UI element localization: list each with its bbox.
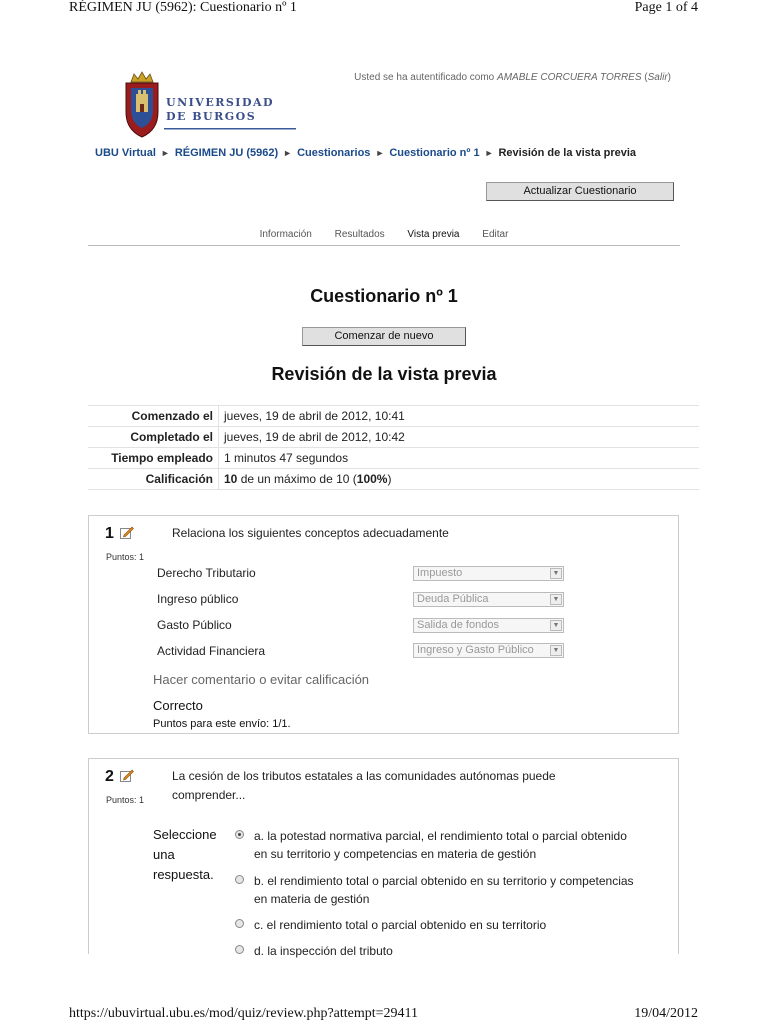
login-prefix: Usted se ha autentificado como <box>354 72 495 83</box>
table-row <box>88 427 699 448</box>
restart-button[interactable]: Comenzar de nuevo <box>302 327 466 346</box>
breadcrumb-ubu-virtual[interactable]: UBU Virtual <box>95 147 156 159</box>
svg-text:DE BURGOS: DE BURGOS <box>166 110 257 123</box>
answer-option-a[interactable] <box>235 827 635 863</box>
match-select-value: Deuda Pública <box>417 593 489 605</box>
question-points: Puntos: 1 <box>106 552 145 562</box>
option-label: c. el rendimiento total o parcial obtenido en su territorio <box>254 918 547 932</box>
summary-grade <box>219 469 700 490</box>
svg-text:UNIVERSIDAD: UNIVERSIDAD <box>166 96 275 109</box>
chevron-down-icon: ▼ <box>550 594 562 605</box>
match-select-value: Salida de fondos <box>417 619 499 631</box>
question-2 <box>88 758 679 958</box>
breadcrumb-separator-icon: ► <box>375 148 385 158</box>
radio-icon[interactable] <box>235 875 244 884</box>
edit-question-icon[interactable] <box>120 769 134 782</box>
summary-value: jueves, 19 de abril de 2012, 10:41 <box>219 406 700 427</box>
question-text: Relaciona los siguientes conceptos adecuadamente <box>172 526 449 540</box>
logout-open-paren: ( <box>644 72 648 83</box>
comment-link[interactable]: Hacer comentario o evitar calificación <box>153 672 370 687</box>
option-label: b. el rendimiento total o parcial obtenido en su territorio y competencias en materia de gestión <box>254 874 634 906</box>
tab-bar <box>88 229 680 246</box>
breadcrumb <box>95 145 655 162</box>
logout-link[interactable]: Salir <box>647 72 668 83</box>
tab-results[interactable]: Resultados <box>334 229 385 240</box>
chevron-down-icon: ▼ <box>550 620 562 631</box>
question-text: La cesión de los tributos estatales a las comunidades autónomas puede comprender... <box>172 769 556 802</box>
print-page-number: Page 1 of 4 <box>634 0 698 15</box>
print-url: https://ubuvirtual.ubu.es/mod/quiz/review.php?attempt=29411 <box>69 1006 419 1021</box>
radio-icon[interactable] <box>235 945 244 954</box>
logout-close-paren: ) <box>667 72 671 83</box>
match-select[interactable] <box>413 566 564 581</box>
university-logo[interactable] <box>122 70 296 138</box>
table-row <box>88 469 699 490</box>
summary-value: 1 minutos 47 segundos <box>219 448 700 469</box>
summary-label: Comenzado el <box>88 406 219 427</box>
attempt-summary-table <box>88 405 699 490</box>
table-row <box>88 448 699 469</box>
user-name-link[interactable]: AMABLE CORCUERA TORRES <box>497 72 642 83</box>
match-select-value: Impuesto <box>417 567 463 579</box>
match-concept: Derecho Tributario <box>157 566 256 580</box>
points-sent: Puntos para este envío: 1/1. <box>153 718 291 730</box>
breadcrumb-current: Revisión de la vista previa <box>498 147 637 159</box>
summary-label: Completado el <box>88 427 219 448</box>
question-number: 2 <box>105 768 114 785</box>
question-1 <box>88 515 679 734</box>
option-label: d. la inspección del tributo <box>254 944 393 958</box>
radio-icon[interactable] <box>235 919 244 928</box>
match-concept: Actividad Financiera <box>157 644 266 658</box>
summary-label: Calificación <box>88 469 219 490</box>
grade-percent: 100% <box>356 472 388 486</box>
match-select[interactable] <box>413 618 564 633</box>
edit-question-icon[interactable] <box>120 526 134 539</box>
match-select-value: Ingreso y Gasto Público <box>417 644 534 656</box>
grade-value: 10 <box>224 472 238 486</box>
question-points: Puntos: 1 <box>106 795 145 805</box>
radio-selected-icon[interactable] <box>235 830 244 839</box>
print-header-title: RÉGIMEN JU (5962): Cuestionario nº 1 <box>69 0 297 15</box>
summary-label: Tiempo empleado <box>88 448 219 469</box>
answer-option-c[interactable] <box>235 916 635 934</box>
option-label: a. la potestad normativa parcial, el rendimiento total o parcial obtenido en su territorio y competencias en materia de gestión <box>254 829 627 861</box>
chevron-down-icon: ▼ <box>550 645 562 656</box>
breadcrumb-separator-icon: ► <box>160 148 170 158</box>
match-select[interactable] <box>413 592 564 607</box>
chevron-down-icon: ▼ <box>550 568 562 579</box>
grade-end: ) <box>387 472 392 486</box>
result-correct: Correcto <box>153 698 203 713</box>
match-concept: Ingreso público <box>157 592 239 606</box>
quiz-title: Cuestionario nº 1 <box>310 286 458 306</box>
review-title: Revisión de la vista previa <box>271 364 497 384</box>
breadcrumb-quiz[interactable]: Cuestionario nº 1 <box>389 147 480 159</box>
login-info <box>354 72 671 83</box>
breadcrumb-separator-icon: ► <box>484 148 494 158</box>
print-header <box>0 0 768 20</box>
question-number: 1 <box>105 525 114 542</box>
breadcrumb-course[interactable]: RÉGIMEN JU (5962) <box>174 147 279 159</box>
tab-information[interactable]: Información <box>259 229 312 240</box>
match-concept: Gasto Público <box>157 618 232 632</box>
print-footer <box>0 1006 768 1024</box>
summary-value: jueves, 19 de abril de 2012, 10:42 <box>219 427 700 448</box>
tab-preview[interactable]: Vista previa <box>407 229 460 240</box>
grade-middle: de un máximo de 10 ( <box>237 472 357 486</box>
print-date: 19/04/2012 <box>634 1006 698 1021</box>
answer-prompt: Seleccione una respuesta. <box>153 827 217 882</box>
update-quiz-button[interactable]: Actualizar Cuestionario <box>486 182 674 201</box>
university-crest-icon <box>122 70 296 138</box>
breadcrumb-quizzes[interactable]: Cuestionarios <box>297 147 371 159</box>
table-row <box>88 406 699 427</box>
answer-option-b[interactable] <box>235 872 635 908</box>
breadcrumb-separator-icon: ► <box>283 148 293 158</box>
match-select[interactable] <box>413 643 564 658</box>
answer-option-d[interactable] <box>235 942 635 960</box>
tab-edit[interactable]: Editar <box>482 229 509 240</box>
